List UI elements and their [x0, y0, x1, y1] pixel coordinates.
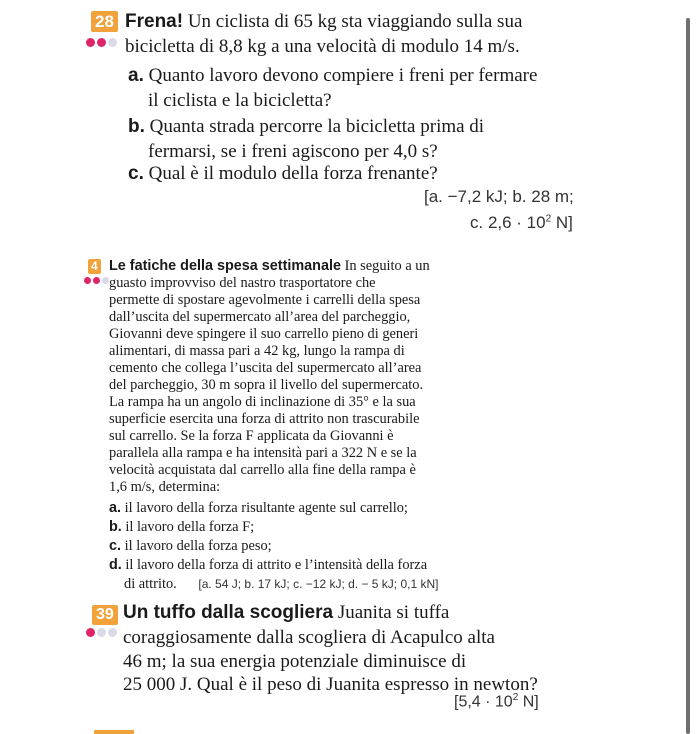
question-c: c. Qual è il modulo della forza frenante? [128, 163, 438, 184]
problem-text-line: 1,6 m/s, determina: [109, 479, 221, 495]
problem-intro-line: Frena! Un ciclista di 65 kg sta viaggiando sulla sua [125, 11, 523, 32]
difficulty-dot [108, 628, 117, 637]
difficulty-dots [86, 38, 117, 47]
problem-text-line: parallela alla rampa e ha intensità pari a 322 N e se la [109, 445, 417, 461]
difficulty-dot [108, 38, 117, 47]
problem-number-badge: 39 [92, 605, 118, 625]
problem-text-line: Giovanni deve spingere il suo carrello pieno di generi [109, 326, 419, 342]
problem-text-line: permette di spostare agevolmente i carrelli della spesa [109, 292, 421, 308]
problem-number-badge: 28 [91, 11, 118, 32]
question-b: b. il lavoro della forza F; [109, 519, 255, 535]
question-d-cont: di attrito. [a. 54 J; b. 17 kJ; c. −12 kJ; d. − 5 kJ; 0,1 kN] [124, 576, 439, 592]
difficulty-dot [86, 628, 95, 637]
question-a: a. il lavoro della forza risultante agente sul carrello; [109, 500, 408, 516]
problem-text-line: dall’uscita del supermercato all’area del parcheggio, [109, 309, 411, 325]
problem-text-line: superficie esercita una forza di attrito non trascurabile [109, 411, 420, 427]
next-problem-badge-edge [94, 730, 134, 734]
problem-intro-line: bicicletta di 8,8 kg a una velocità di modulo 14 m/s. [125, 36, 520, 57]
problem-text-line: 25 000 J. Qual è il peso di Juanita espresso in newton? [123, 674, 538, 695]
problem-text-line: guasto improvviso del nastro trasportatore che [109, 275, 376, 291]
problem-title: Frena! [125, 11, 184, 32]
problem-text-line: 46 m; la sua energia potenziale diminuisce di [123, 651, 467, 672]
answer-line: [a. 54 J; b. 17 kJ; c. −12 kJ; d. − 5 kJ; 0,1 kN] [198, 577, 439, 591]
problem-text-line: velocità acquistata dal carrello alla fine della rampa è [109, 462, 416, 478]
problem-intro-line: Un tuffo dalla scogliera Juanita si tuffa [123, 602, 450, 623]
problem-number-badge: 4 [88, 259, 101, 274]
problem-text-line: del parcheggio, 30 m sopra il livello del supermercato. [109, 377, 424, 393]
difficulty-dot [97, 628, 106, 637]
answer-line: [a. −7,2 kJ; b. 28 m; [424, 187, 574, 206]
difficulty-dot [86, 38, 95, 47]
question-a: a. Quanto lavoro devono compiere i freni per fermare [128, 65, 538, 86]
difficulty-dot [102, 277, 109, 284]
problem-text-line: coraggiosamente dalla scogliera di Acapulco alta [123, 627, 495, 648]
question-b: b. Quanta strada percorre la bicicletta prima di [128, 116, 485, 137]
scrollbar[interactable] [686, 18, 690, 734]
answer-line: [$5,4 \cdot 10^2$ N] [454, 692, 539, 711]
difficulty-dots [86, 628, 117, 637]
difficulty-dot [93, 277, 100, 284]
problem-text-line: cemento che collega l’uscita del supermercato all’area [109, 360, 422, 376]
question-a-cont: il ciclista e la bicicletta? [148, 90, 332, 111]
difficulty-dot [97, 38, 106, 47]
problem-text-line: sul carrello. Se la forza F applicata da Giovanni è [109, 428, 394, 444]
problem-intro-line: Le fatiche della spesa settimanale In seguito a un [109, 258, 430, 274]
question-c: c. il lavoro della forza peso; [109, 538, 272, 554]
question-b-cont: fermarsi, se i freni agiscono per 4,0 s? [148, 141, 438, 162]
problem-title: Un tuffo dalla scogliera [123, 602, 334, 623]
problem-title: Le fatiche della spesa settimanale [109, 258, 341, 274]
answer-line: c. $2,6 \cdot 10^2$ N] [470, 213, 573, 232]
problem-text-line: alimentari, di massa pari a 42 kg, lungo la rampa di [109, 343, 405, 359]
problem-text-line: La rampa ha un angolo di inclinazione di 35° e la sua [109, 394, 416, 410]
difficulty-dots [84, 277, 109, 284]
question-d: d. il lavoro della forza di attrito e l’intensità della forza [109, 557, 428, 573]
difficulty-dot [84, 277, 91, 284]
